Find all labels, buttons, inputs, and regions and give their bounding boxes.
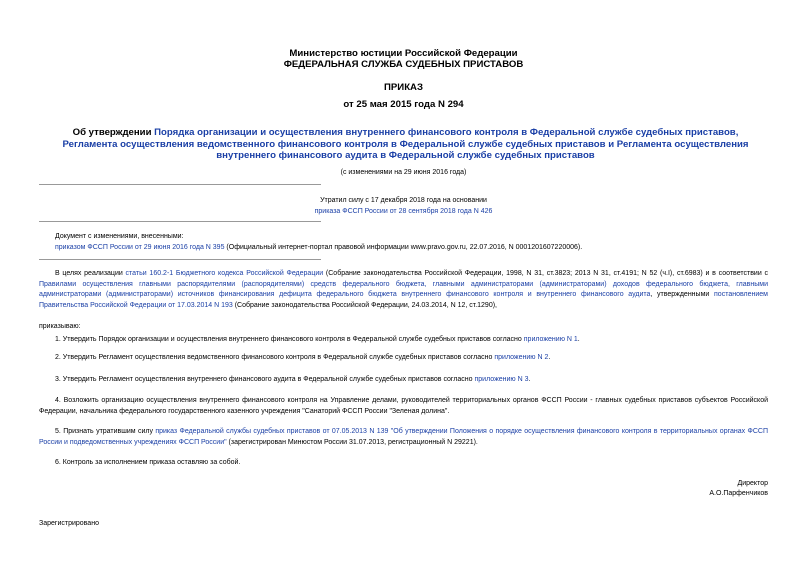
item-6: 6. Контроль за исполнением приказа оставляю за собой. — [55, 459, 241, 466]
changes-order-link[interactable]: приказом ФССП России от 29 июня 2016 года N 395 — [55, 244, 225, 251]
appendix-3-link[interactable]: приложению N 3 — [474, 376, 529, 383]
changes-source: (Официальный интернет-портал правовой информации www.pravo.gov.ru, 22.07.2016, N 0001201607220006). — [224, 244, 583, 251]
item-3-text: 3. Утвердить Регламент осуществления внутреннего финансового аудита в Федеральной службе судебных приставов согласно — [55, 376, 475, 383]
budget-code-link[interactable]: статьи 160.2-1 Бюджетного кодекса Российской Федерации — [125, 270, 324, 277]
preamble-text-1: В целях реализации — [55, 270, 126, 277]
preamble-paragraph — [39, 269, 768, 311]
divider-2 — [39, 221, 321, 222]
invalidated-link-wrap — [0, 207, 807, 217]
doc-date-number: от 25 мая 2015 года N 294 — [343, 99, 464, 110]
item-5 — [39, 427, 768, 448]
amendments-note: (с изменениями на 29 июня 2016 года) — [340, 169, 467, 176]
rules-link[interactable]: Правилами осуществления главными распорядителями (распорядителями) средств федерального бюджета, главными администраторами (администраторами) доходов федерального бюджета, главными администраторами (администраторами) источников финансирования дефицита федерального бюджета внутреннего финансового контроля и внутреннего финансового аудита — [39, 280, 768, 298]
appendix-1-link[interactable]: приложению N 1 — [523, 336, 578, 343]
item-2: 2. Утвердить Регламент осуществления ведомственного финансового контроля в Федеральной службе судебных приставов согласно приложению N 2. — [55, 354, 551, 361]
item-2-text: 2. Утвердить Регламент осуществления ведомственного финансового контроля в Федеральной службе судебных приставов согласно — [55, 354, 495, 361]
signatory-name: А.О.Парфенчиков — [709, 490, 768, 497]
changes-label: Документ с изменениями, внесенными: — [55, 233, 184, 240]
orders-label: приказываю: — [39, 323, 81, 330]
signatory-position: Директор — [737, 480, 768, 487]
title-link[interactable]: Порядка организации и осуществления внутреннего финансового контроля в Федеральной службе судебных приставов, Регламента осуществления ведомственного финансового контроля в Федеральной службе судебных приставов и Регламента осуществления внутреннего финансового аудита в Федеральной службе судебных приставов — [62, 127, 749, 161]
preamble-text-2: (Собрание законодательства Российской Федерации, 1998, N 31, ст.3823; 2013 N 31, ст.4191; N 52 (ч.I), ст.6983) и в соответствии с — [323, 270, 768, 277]
preamble-text-4: (Собрание законодательства Российской Федерации, 24.03.2014, N 12, ст.1290), — [232, 301, 497, 309]
invalidating-order-link[interactable]: приказа ФССП России от 28 сентября 2018 года N 426 — [314, 208, 493, 215]
agency-name: ФЕДЕРАЛЬНАЯ СЛУЖБА СУДЕБНЫХ ПРИСТАВОВ — [283, 59, 524, 70]
item-4: 4. Возложить организацию осуществления внутреннего финансового контроля на Управление делами, руководителей территориальных органов ФССП России - главных судебных приставов субъектов Российской Федерации, начальника федерального государственного казенного учреждения "Санаторий ФССП России "Зеленая долина". — [39, 397, 768, 415]
invalidated-notice: Утратил силу с 17 декабря 2018 года на основании — [320, 197, 487, 204]
item-1-text: 1. Утвердить Порядок организации и осуществления внутреннего финансового контроля в Федеральной службе судебных приставов согласно — [55, 336, 524, 343]
document-title — [58, 127, 753, 162]
repealed-order-link[interactable]: приказ Федеральной службы судебных приставов от 07.05.2013 N 139 "Об утверждении Положения о порядке осуществления финансового контроля в территориальных органах ФССП России и подведомственных учреждениях ФССП России" — [39, 428, 768, 446]
government-decree-link[interactable]: постановлением Правительства Российской Федерации от 17.03.2014 N 193 — [39, 291, 768, 309]
doc-type: ПРИКАЗ — [384, 82, 423, 93]
title-prefix: Об утверждении — [72, 127, 155, 138]
item-1: 1. Утвердить Порядок организации и осуществления внутреннего финансового контроля в Федеральной службе судебных приставов согласно приложению N 1. — [55, 336, 580, 343]
item-3: 3. Утвердить Регламент осуществления внутреннего финансового аудита в Федеральной службе судебных приставов согласно приложению N 3. — [55, 376, 531, 383]
preamble-text-3: , утвержденными — [650, 291, 715, 298]
divider-3 — [39, 259, 321, 260]
registered-label: Зарегистрировано — [39, 520, 99, 527]
item-5-text: 5. Признать утратившим силу — [55, 428, 156, 435]
appendix-2-link[interactable]: приложению N 2 — [494, 354, 549, 361]
changes-line — [55, 243, 775, 253]
ministry-name: Министерство юстиции Российской Федерации — [289, 48, 518, 59]
divider-1 — [39, 184, 321, 185]
item-5-registration: (зарегистрирован Минюстом России 31.07.2013, регистрационный N 29221). — [226, 438, 478, 446]
